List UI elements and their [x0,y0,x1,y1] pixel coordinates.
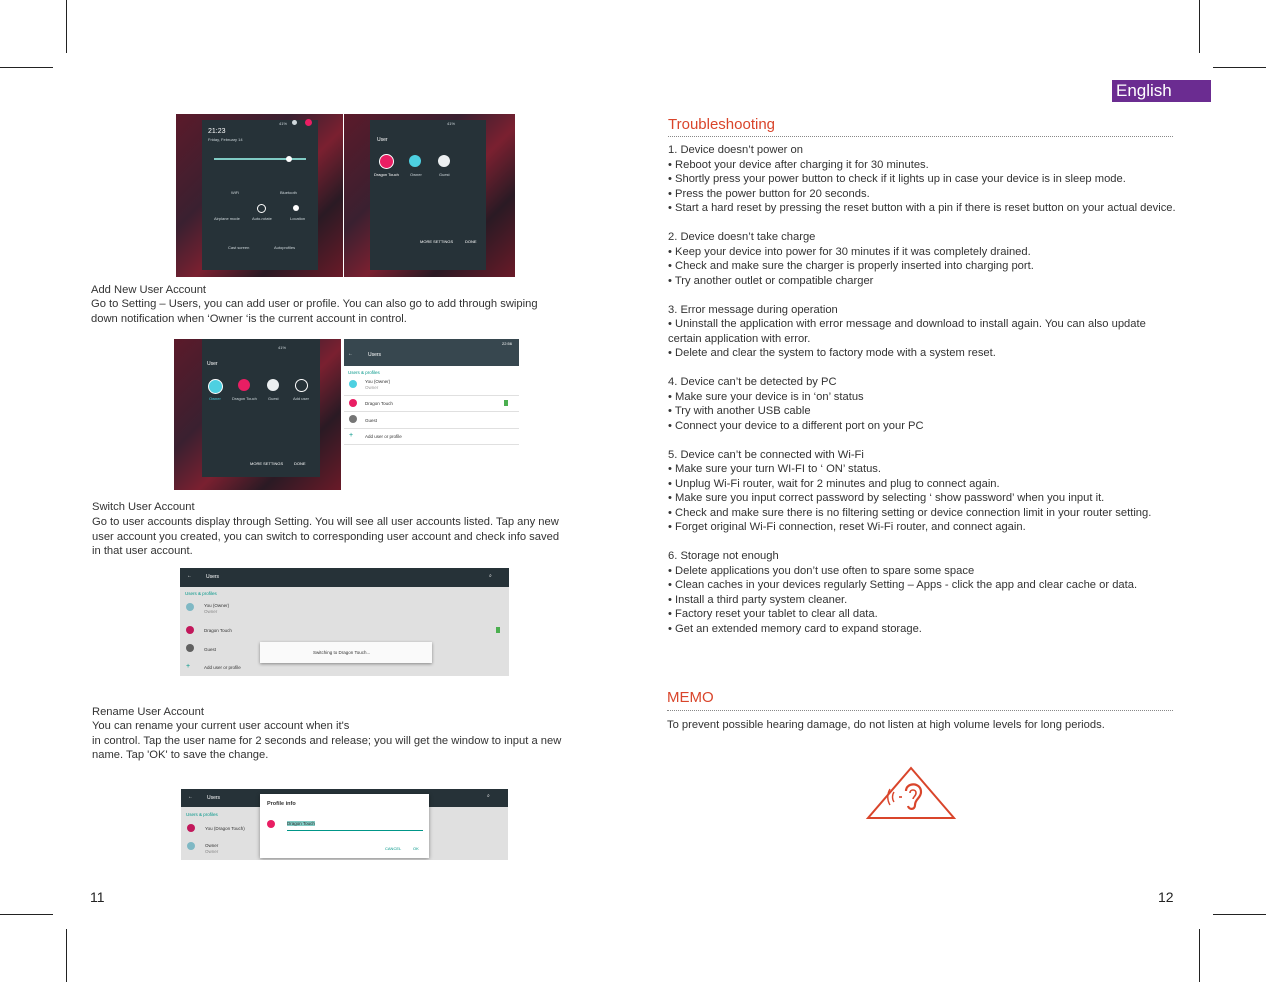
user-row-label[interactable]: Guest [365,418,378,423]
more-settings-button[interactable]: MORE SETTINGS [250,461,284,466]
user-row-label[interactable]: You (Owner) [365,379,391,384]
hearing-warning-icon [865,766,957,820]
back-arrow-icon[interactable]: ← [187,573,192,579]
crop-mark [1213,914,1266,915]
item-bullet: • Connect your device to a different port on your PC [668,419,924,432]
item-bullet: • Try another outlet or compatible charger [668,274,874,287]
item-bullet: • Check and make sure there is no filtering setting or device connection limit in your router setting. [668,506,1152,519]
user-row-label[interactable]: Guest [204,647,217,652]
quick-settings-screenshot [176,114,343,277]
switching-toast [260,642,432,663]
qs-tile-airplane[interactable]: Airplane mode [214,216,240,221]
item-bullet: • Uninstall the application with error message and download to install again. You can also update certain application with error. [668,318,1146,345]
users-list-screenshot [344,339,519,447]
add-user-link[interactable]: Add user or profile [204,665,241,670]
user-row-label[interactable]: You (Dragon Touch) [205,826,245,831]
item-bullet: • Get an extended memory card to expand storage. [668,622,922,635]
profile-name-input[interactable]: Dragon Touch [287,821,315,826]
avatar-owner[interactable] [208,379,223,394]
section-label: Users & profiles [348,370,380,375]
qs-time: 21:23 [208,128,226,135]
section-body: You can rename your current user account when it's in control. Tap the user name for 2 seconds and release; you will get the window to input a new name. Tap 'OK' to save the change. [92,720,562,761]
qs-battery: 41% [447,121,456,126]
item-heading: 3. Error message during operation [668,303,838,316]
user-name: Guest [439,172,450,177]
qs-battery: 41% [278,345,287,350]
user-title: User [377,137,388,143]
crop-mark [66,0,67,53]
avatar-dragon-touch [349,399,357,407]
avatar-dragon-touch [186,626,194,634]
profile-info-dialog [260,794,429,858]
item-bullet: • Start a hard reset by pressing the reset button with a pin if there is reset button on your actual device. [668,202,1176,214]
title-divider [668,136,1173,137]
avatar-owner [187,842,195,850]
users-title: Users [368,352,382,358]
crop-mark [66,929,67,982]
crop-mark [1199,0,1200,53]
qs-battery: 41% [279,121,288,126]
add-icon[interactable]: + [186,663,191,670]
switching-toast-text: Switching to Dragon Touch... [313,650,371,655]
user-name: Guest [268,396,279,401]
settings-icon[interactable] [292,120,297,125]
avatar-dragon-touch[interactable] [238,379,250,391]
item-heading: 6. Storage not enough [668,550,779,562]
troubleshooting-item [668,549,1176,636]
brightness-slider[interactable] [214,158,306,160]
memo-divider [667,710,1173,711]
done-button[interactable]: DONE [294,461,306,466]
section-heading: Switch User Account [92,501,195,513]
profile-info-screenshot [181,789,508,860]
item-bullet: • Delete applications you don’t use often to spare some space [668,564,975,577]
delete-icon[interactable] [504,400,508,406]
users-title: Users [207,795,221,801]
user-row-sub: Owner [205,849,219,854]
item-bullet: • Make sure your device is in ‘on’ status [668,390,864,403]
item-bullet: • Forget original Wi-Fi connection, reset Wi-Fi router, and connect again. [668,521,1026,533]
status-time: 22:56 [502,341,513,346]
avatar-owner [186,603,194,611]
user-name: Dragon Touch [374,172,399,177]
brightness-thumb[interactable] [286,156,292,162]
item-heading: 1. Device doesn’t power on [668,144,803,156]
user-row-label[interactable]: Dragon Touch [204,628,232,633]
avatar-guest[interactable] [267,379,279,391]
user-switcher-screenshot [344,114,515,277]
back-arrow-icon[interactable]: ← [348,351,353,357]
search-icon[interactable]: ⌕ [489,573,492,579]
add-user-icon[interactable] [295,379,308,392]
item-bullet: • Delete and clear the system to factory mode with a system reset. [668,347,996,359]
qs-date: Friday, February 14 [208,137,243,142]
qs-tile-cast[interactable]: Cast screen [228,245,250,250]
item-bullet: • Install a third party system cleaner. [668,593,848,606]
done-button[interactable]: DONE [465,239,477,244]
troubleshooting-item [668,230,1176,288]
item-bullet: • Reboot your device after charging it for 30 minutes. [668,158,929,171]
qs-tile-bluetooth[interactable]: Bluetooth [280,190,297,195]
avatar-dragon-touch[interactable] [379,154,394,169]
section-heading: Rename User Account [92,706,204,718]
qs-tile-location[interactable]: Location [290,216,306,221]
user-title: User [207,361,218,367]
more-settings-button[interactable]: MORE SETTINGS [420,239,454,244]
back-arrow-icon[interactable]: ← [188,794,193,800]
page-number: 12 [1158,889,1174,905]
item-heading: 5. Device can’t be connected with Wi-Fi [668,448,864,461]
delete-icon[interactable] [496,627,500,633]
location-icon [293,205,299,211]
item-bullet: • Check and make sure the charger is properly inserted into charging port. [668,260,1034,272]
switching-screenshot [180,568,509,676]
user-name: Dragon Touch [232,396,257,401]
item-bullet: • Unplug Wi-Fi router, wait for 2 minutes and plug to connect again. [668,477,1000,490]
item-bullet: • Clean caches in your devices regularly Setting – Apps - click the app and clear cache or data. [668,579,1138,591]
troubleshooting-item [668,143,1176,216]
input-underline [287,830,423,831]
qs-tile-autoprofiles[interactable]: Autoprofiles [274,245,296,250]
avatar-dragon-touch[interactable] [267,820,275,828]
troubleshooting-list [668,143,1176,651]
item-bullet: • Keep your device into power for 30 minutes if it was completely drained. [668,245,1031,258]
dialog-title: Profile info [267,801,296,807]
ok-button[interactable]: OK [413,846,419,851]
cancel-button[interactable]: CANCEL [385,846,402,851]
troubleshooting-item [668,303,1176,361]
item-bullet: • Make sure your turn WI-FI to ‘ ON’ status. [668,463,882,475]
add-user-link[interactable]: Add user or profile [365,434,402,439]
item-heading: 2. Device doesn’t take charge [668,231,816,243]
user-row-label[interactable]: Dragon Touch [365,401,393,406]
avatar-guest [349,415,357,423]
troubleshooting-item [668,375,1176,433]
crop-mark [0,914,53,915]
crop-mark [1199,929,1200,982]
item-heading: 4. Device can’t be detected by PC [668,376,837,388]
section-heading: Add New User Account [91,284,207,296]
user-switcher-add-screenshot [174,339,341,490]
page-number: 11 [90,889,105,905]
item-bullet: • Make sure you input correct password by selecting ‘ show password’ when you input it. [668,492,1105,504]
avatar-owner[interactable] [409,155,421,167]
search-icon[interactable]: ⌕ [487,793,490,799]
user-name: Add user [293,396,310,401]
user-row-sub: Owner [204,609,218,614]
section-label: Users & profiles [185,591,217,596]
memo-title: MEMO [667,689,714,706]
avatar[interactable] [305,119,312,126]
qs-tile-wifi[interactable]: WiFi [231,190,239,195]
memo-text: To prevent possible hearing damage, do not listen at high volume levels for long periods. [667,719,1105,731]
qs-tile-rotate[interactable]: Auto-rotate [252,216,272,221]
avatar-dragon-touch [187,824,195,832]
user-name: Owner [410,172,422,177]
crop-mark [1213,67,1266,68]
avatar-guest [186,644,194,652]
user-name: Owner [209,396,221,401]
troubleshooting-item [668,448,1176,535]
crop-mark [0,67,53,68]
item-bullet: • Try with another USB cable [668,405,811,417]
rotate-icon [257,204,266,213]
avatar-guest[interactable] [438,155,450,167]
user-row-label[interactable]: You (Owner) [204,603,230,608]
troubleshooting-title: Troubleshooting [668,116,776,133]
language-tab: English [1112,80,1211,102]
item-bullet: • Factory reset your tablet to clear all data. [668,608,878,620]
section-body: Go to Setting – Users, you can add user or profile. You can also go to add through swiping down notification when ‘Owner ‘is the current account in control. [91,298,538,325]
item-bullet: • Shortly press your power button to check if it lights up in case your device is in sleep mode. [668,173,1126,185]
section-label: Users & profiles [186,812,218,817]
users-title: Users [206,574,220,580]
user-row-label[interactable]: Owner [205,843,219,848]
avatar-owner [349,380,357,388]
item-bullet: • Press the power button for 20 seconds. [668,187,870,200]
section-body: Go to user accounts display through Setting. You will see all user accounts listed. Tap any new user account you created, you can switch to corresponding user account and check info saved in that user account. [92,516,560,557]
add-icon[interactable]: + [349,432,354,439]
user-row-sub: Owner [365,385,379,390]
